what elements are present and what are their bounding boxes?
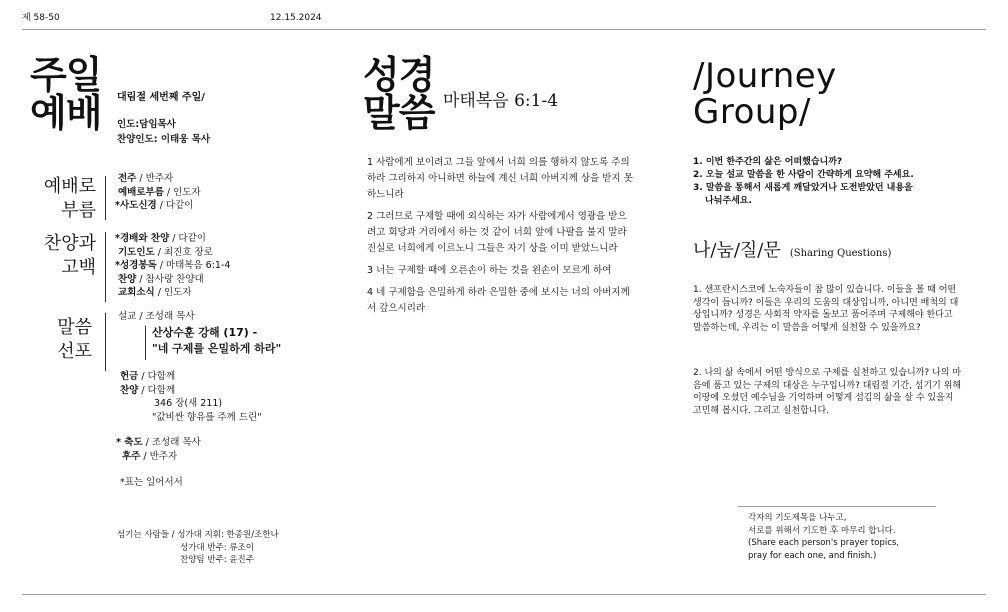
item-person: / 참사랑 찬양대 bbox=[136, 273, 204, 285]
item-title: 교회소식 bbox=[118, 287, 155, 298]
program-item bbox=[118, 273, 230, 287]
prayer-note-line4: pray for each one, and finish.) bbox=[748, 550, 877, 561]
worship-leaders bbox=[117, 117, 210, 147]
worship-title bbox=[30, 53, 102, 135]
item-title: 전주 bbox=[118, 173, 137, 184]
scripture-title bbox=[363, 53, 435, 135]
prayer-note-line1: 각자의 기도제목을 나누고, bbox=[748, 513, 847, 523]
sermon-title-bar bbox=[145, 326, 146, 360]
worship-occasion: 대림절 세번째 주일/ bbox=[117, 92, 205, 103]
praise-leader: 찬양인도: 이태웅 목사 bbox=[117, 134, 211, 145]
bulletin-date: 12.15.2024 bbox=[270, 13, 322, 23]
section-divider bbox=[105, 232, 106, 302]
section-items-call bbox=[115, 172, 201, 213]
item-person: / 다같이 bbox=[169, 233, 206, 244]
sharing-subtitle: (Sharing Questions) bbox=[789, 248, 892, 259]
item-person: / 최진호 장로 bbox=[154, 246, 213, 258]
section-label-praise bbox=[30, 232, 96, 280]
section-divider bbox=[105, 313, 106, 371]
item-person: / 조성래 목사 bbox=[142, 437, 201, 448]
item-person: / 다함께 bbox=[138, 371, 176, 382]
item-person: / 인도자 bbox=[163, 186, 201, 198]
section-label-sermon-line1: 말씀 bbox=[57, 317, 92, 338]
item-title: *성경봉독 bbox=[115, 260, 157, 271]
prayer-note bbox=[748, 512, 899, 562]
prayer-note-line2: 서로를 위해서 기도한 후 마무리 합니다. bbox=[748, 525, 896, 536]
item-person: / 다같이 bbox=[156, 200, 194, 211]
verse: 3 너는 구제할 때에 오른손이 하는 것을 왼손이 모르게 하여 bbox=[367, 265, 612, 276]
program-item bbox=[115, 232, 230, 246]
item-person: / 인도자 bbox=[154, 287, 192, 298]
sharing-heading bbox=[693, 236, 891, 262]
journey-title-line2: Group/ bbox=[693, 92, 811, 132]
standing-note: *표는 일어서서 bbox=[120, 477, 183, 488]
servants-line1: 섬기는 사람들 / 성가대 지휘: 한종원/조한나 bbox=[117, 530, 279, 540]
program-item bbox=[120, 384, 175, 398]
bottom-divider bbox=[22, 594, 986, 595]
section-divider bbox=[105, 176, 106, 220]
item-person: / 반주자 bbox=[140, 450, 178, 462]
sharing-question-2: 2. 나의 삶 속에서 어떤 방식으로 구제를 실천하고 있습니까? 나의 마음에 품고 있는 구제의 대상은 누구입니까? 대림절 기간, 섬기기 위해 이땅에 오셨던 예수님을 기억하며 어떻게 섬김의 삶을 살 수 있을지 고민해 봅시다. 그리고 실천합니다. bbox=[693, 368, 962, 416]
journey-title bbox=[693, 58, 837, 130]
section-label-call-line1: 예배로 bbox=[43, 176, 96, 197]
worship-leader: 인도:담임목사 bbox=[117, 119, 176, 130]
scripture-title-line1: 성경 bbox=[363, 53, 435, 97]
section-items-praise bbox=[115, 232, 230, 300]
sermon-title bbox=[152, 325, 281, 357]
prayer-note-divider bbox=[738, 506, 936, 507]
program-item bbox=[118, 286, 230, 300]
item-title: 찬양 bbox=[120, 384, 139, 396]
top-divider bbox=[22, 29, 986, 30]
verse: 4 네 구제함을 은밀하게 하라 은밀한 중에 보시는 너의 아버지께서 갚으시리라 bbox=[367, 287, 630, 314]
item-title: * 축도 bbox=[116, 437, 143, 448]
section-label-praise-line2: 고백 bbox=[61, 257, 96, 278]
verse: 1 사람에게 보이려고 그들 앞에서 너희 의를 행하지 않도록 주의하라 그리하지 아니하면 하늘에 계신 너희 아버지께 상을 받지 못하느니라 bbox=[367, 157, 633, 200]
journey-question: 3. 말씀을 통해서 새롭게 깨달았거나 도전받았던 내용을 bbox=[693, 183, 913, 193]
item-title: 예배로부름 bbox=[118, 186, 164, 198]
item-title: 후주 bbox=[122, 450, 141, 462]
item-person: / 마태복음 6:1-4 bbox=[156, 260, 231, 271]
sermon-title-line1: 산상수훈 강해 (17) - bbox=[152, 326, 258, 339]
item-title: *경배와 찬양 bbox=[115, 233, 170, 244]
offering-items bbox=[120, 370, 175, 397]
sermon-speaker-name: / 조성래 목사 bbox=[136, 311, 195, 322]
servants-line3: 찬양팀 반주: 윤진주 bbox=[180, 555, 254, 565]
section-label-praise-line1: 찬양과 bbox=[43, 233, 96, 254]
sharing-question-1: 1. 샌프란시스코에 노숙자들이 참 많이 있습니다. 이들을 볼 때 어떤 생각이 듭니까? 이들은 우리의 도움의 대상입니까, 아니면 배척의 대상입니까? 성경은 사회적 약자를 돌보고 품어주며 구제해야 한다고 말씀하는데, 우리는 이 말씀을 어떻게 실천할 수 있을까요? bbox=[693, 285, 959, 333]
journey-title-line1: /Journey bbox=[693, 56, 837, 96]
journey-question: 나눠주세요. bbox=[705, 196, 752, 206]
program-item bbox=[118, 186, 201, 200]
worship-title-line2: 예배 bbox=[30, 91, 102, 135]
hymn-number: 346 장(새 211) bbox=[154, 398, 223, 409]
journey-question: 2. 오늘 설교 말씀을 한 사람이 간략하게 요약해 주세요. bbox=[693, 170, 914, 180]
section-label-call bbox=[30, 175, 96, 223]
scripture-title-line2: 말씀 bbox=[363, 91, 435, 135]
sermon-label: 설교 bbox=[118, 311, 137, 322]
journey-questions bbox=[693, 156, 914, 208]
servants-line2: 성가대 반주: 류조이 bbox=[180, 542, 254, 553]
item-person: / 다함께 bbox=[138, 384, 176, 396]
worship-title-line1: 주일 bbox=[30, 53, 102, 97]
program-item bbox=[122, 450, 201, 464]
sermon-title-line2: "네 구제를 은밀하게 하라" bbox=[152, 342, 282, 355]
section-label-call-line2: 부름 bbox=[61, 200, 96, 221]
program-item bbox=[115, 199, 201, 213]
closing-items bbox=[116, 436, 201, 463]
sermon-speaker bbox=[118, 310, 195, 324]
section-label-sermon bbox=[30, 316, 92, 364]
program-item bbox=[120, 370, 175, 384]
item-title: 기도인도 bbox=[118, 246, 155, 258]
item-title: *사도신경 bbox=[115, 200, 157, 211]
issue-number: 제 58-50 bbox=[22, 13, 60, 23]
section-label-sermon-line2: 선포 bbox=[57, 341, 92, 362]
prayer-note-line3: (Share each person's prayer topics, bbox=[748, 538, 899, 548]
program-item bbox=[116, 436, 201, 450]
program-item bbox=[115, 259, 230, 273]
verse: 2 그러므로 구제할 때에 외식하는 자가 사람에게서 영광을 받으려고 회당과 거리에서 하는 것 같이 너희 앞에 나팔을 불지 말라 진실로 너희에게 이르노니 그들은 자기 상을 이미 받았느니라 bbox=[367, 211, 627, 254]
hymn-title: "값비싼 향유를 주께 드린" bbox=[152, 412, 262, 423]
item-title: 헌금 bbox=[120, 371, 139, 382]
program-item bbox=[118, 246, 230, 260]
servants bbox=[117, 529, 279, 567]
program-item bbox=[118, 172, 201, 186]
sharing-title: 나/눔/질/문 bbox=[693, 240, 781, 261]
item-title: 찬양 bbox=[118, 273, 137, 285]
scripture-verses bbox=[367, 155, 635, 323]
scripture-reference: 마태복음 6:1-4 bbox=[443, 91, 559, 111]
item-person: / 반주자 bbox=[136, 173, 174, 184]
journey-question: 1. 이번 한주간의 삶은 어떠했습니까? bbox=[693, 157, 843, 167]
